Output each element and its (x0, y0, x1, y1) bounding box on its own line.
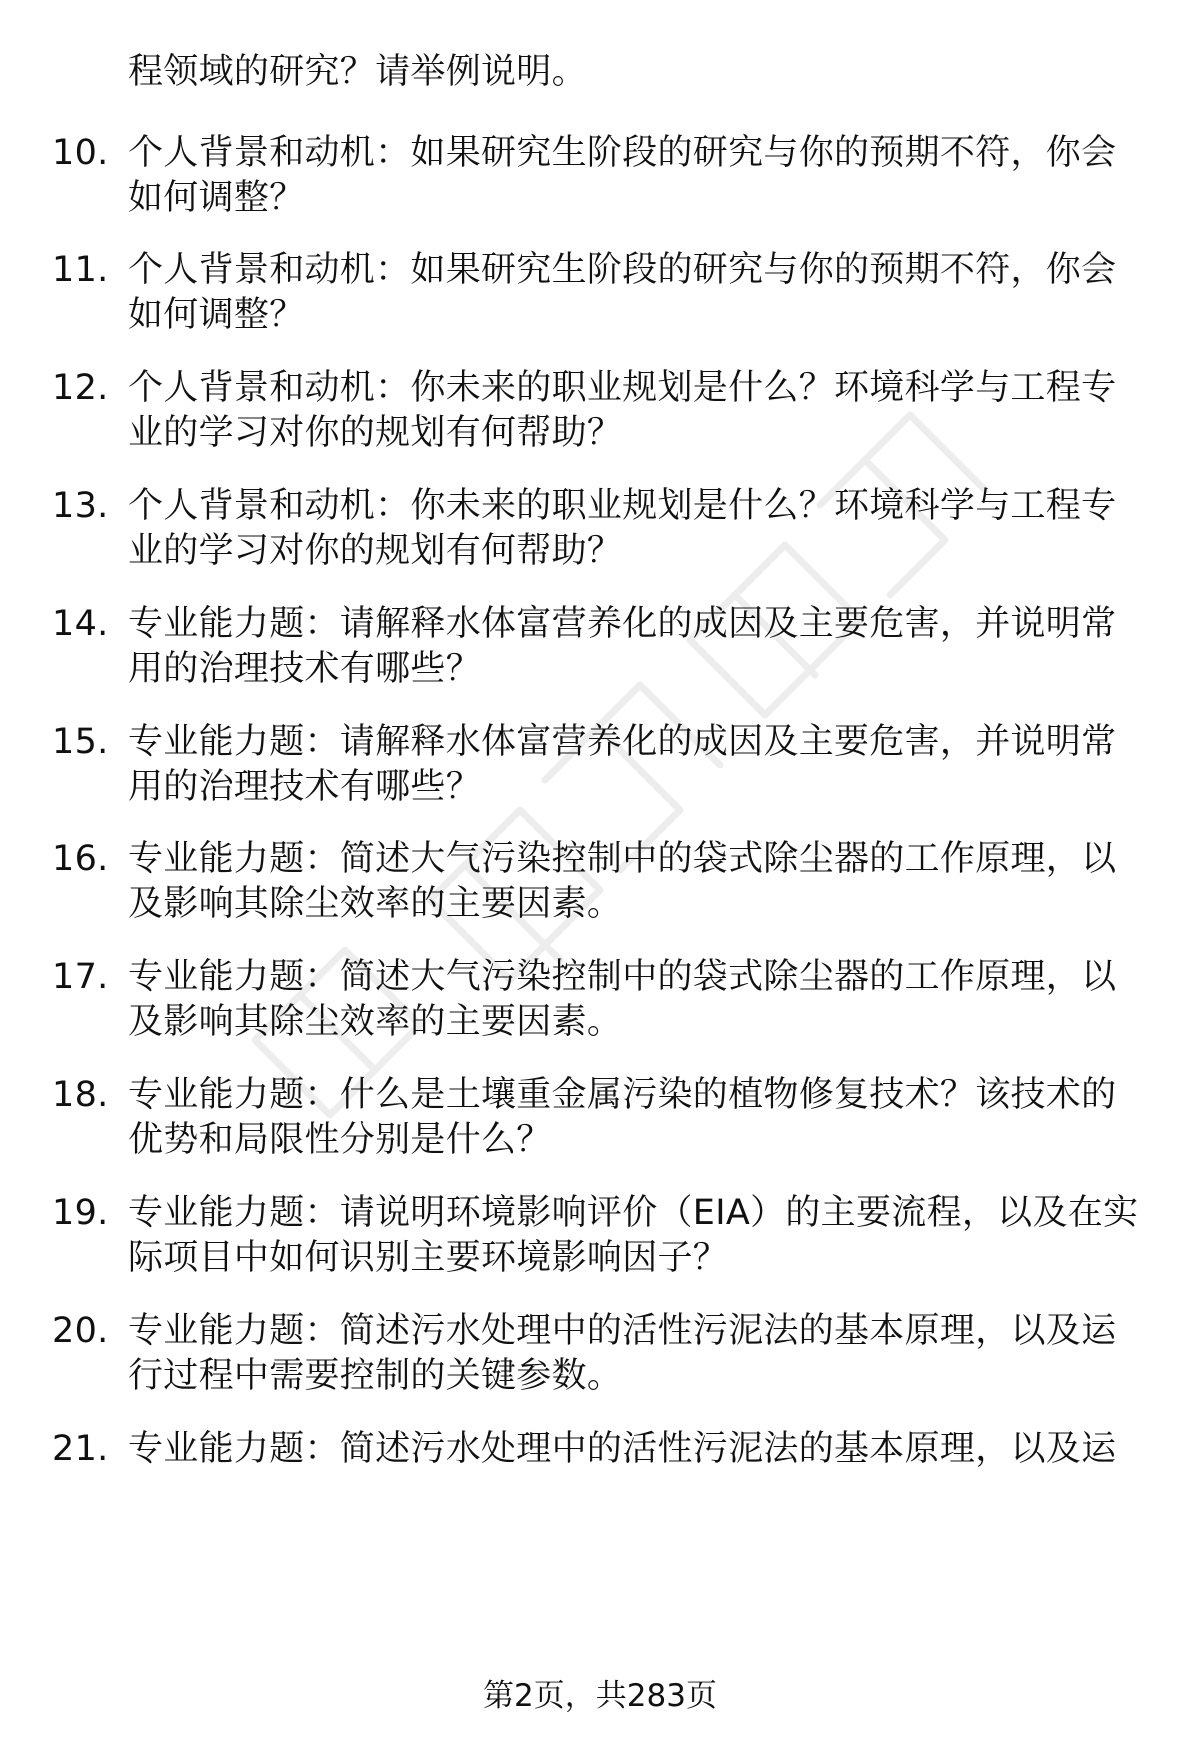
item-number: 17. (52, 957, 109, 997)
item-text: 及影响其除尘效率的主要因素。 (128, 884, 623, 924)
item-text: 专业能力题：请解释水体富营养化的成因及主要危害，并说明常 (128, 604, 1117, 644)
item-text: 行过程中需要控制的关键参数。 (128, 1356, 623, 1396)
item-number: 14. (52, 604, 109, 644)
item-text: 优势和局限性分别是什么？ (128, 1120, 552, 1160)
item-text: 专业能力题：简述污水处理中的活性污泥法的基本原理，以及运 (128, 1429, 1117, 1469)
item-number: 19. (52, 1193, 109, 1233)
item-text: 专业能力题：简述污水处理中的活性污泥法的基本原理，以及运 (128, 1311, 1117, 1351)
item-text: 业的学习对你的规划有何帮助？ (128, 413, 623, 453)
item-number: 20. (52, 1311, 109, 1351)
item-number: 12. (52, 368, 109, 408)
item-text: 专业能力题：简述大气污染控制中的袋式除尘器的工作原理，以 (128, 839, 1117, 879)
item-number: 13. (52, 486, 109, 526)
item-text: 用的治理技术有哪些？ (128, 767, 482, 807)
item-text: 如何调整？ (128, 295, 305, 335)
item-text: 专业能力题：请说明环境影响评价（EIA）的主要流程，以及在实 (128, 1193, 1139, 1233)
item-text: 如何调整？ (128, 178, 305, 218)
item-number: 15. (52, 722, 109, 762)
item-number: 18. (52, 1075, 109, 1115)
item-text: 个人背景和动机：如果研究生阶段的研究与你的预期不符，你会 (128, 133, 1117, 173)
item-number: 10. (52, 133, 109, 173)
item-text: 及影响其除尘效率的主要因素。 (128, 1002, 623, 1042)
item-number: 11. (52, 250, 109, 290)
item-text: 专业能力题：请解释水体富营养化的成因及主要危害，并说明常 (128, 722, 1117, 762)
item-text: 专业能力题：简述大气污染控制中的袋式除尘器的工作原理，以 (128, 957, 1117, 997)
page-footer: 第2页，共283页 (483, 1678, 717, 1714)
item-text: 个人背景和动机：你未来的职业规划是什么？环境科学与工程专 (128, 368, 1117, 408)
item-number: 16. (52, 839, 109, 879)
item-text: 个人背景和动机：你未来的职业规划是什么？环境科学与工程专 (128, 486, 1117, 526)
item-text: 用的治理技术有哪些？ (128, 649, 482, 689)
item-text: 际项目中如何识别主要环境影响因子？ (128, 1238, 729, 1278)
item-text: 业的学习对你的规划有何帮助？ (128, 531, 623, 571)
item-text: 程领域的研究？请举例说明。 (128, 52, 587, 92)
item-number: 21. (52, 1429, 109, 1469)
item-text: 专业能力题：什么是土壤重金属污染的植物修复技术？该技术的 (128, 1075, 1117, 1115)
item-text: 个人背景和动机：如果研究生阶段的研究与你的预期不符，你会 (128, 250, 1117, 290)
